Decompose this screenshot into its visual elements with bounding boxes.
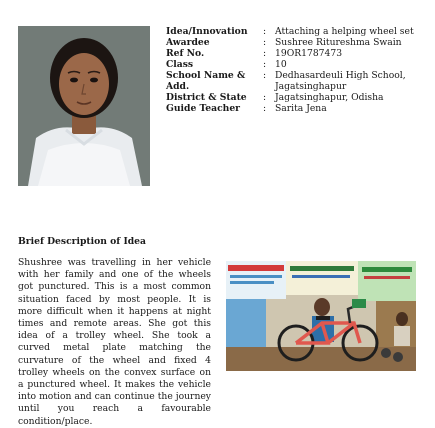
field-label: Ref No. <box>166 48 205 59</box>
field-value: Dedhasardeuli High School, Jagatsinghapur <box>275 70 406 92</box>
field-label: Guide Teacher <box>166 103 241 114</box>
field-colon: : <box>263 92 267 103</box>
field-value: Jagatsinghapur, Odisha <box>275 92 384 103</box>
field-label: District & State <box>166 92 247 103</box>
field-value: Attaching a helping wheel set <box>275 26 414 37</box>
field-colon: : <box>263 26 267 37</box>
field-colon: : <box>263 59 267 70</box>
field-value: Sushree Ritureshma Swain <box>275 37 402 48</box>
field-colon: : <box>263 103 267 114</box>
awardee-details <box>166 26 428 114</box>
description-text: Shushree was travelling in her vehicle with her family and one of the wheels got punctured. This is a most common situation faced by most people. It is more difficult when it happens at night times and remote areas. She got this idea of a trolley wheel. She took a curved metal plate matching the curvature of the wheel and fixed 4 trolley wheels on the convex surface on a punctured wheel. It makes the vehicle into motion and can continue the journey until you reach a favourable condition/place. <box>18 257 211 427</box>
field-label: School Name & Add. <box>166 70 246 92</box>
awardee-portrait <box>18 26 150 186</box>
field-colon: : <box>263 37 267 48</box>
field-colon: : <box>263 48 267 59</box>
field-label: Class <box>166 59 194 70</box>
field-school <box>166 70 428 92</box>
field-value: 10 <box>275 59 287 70</box>
field-district-state <box>166 92 428 103</box>
field-label: Idea/Innovation <box>166 26 248 37</box>
description-heading: Brief Description of Idea <box>18 236 146 247</box>
field-class <box>166 59 428 70</box>
field-ref-no <box>166 48 428 59</box>
field-idea <box>166 26 428 37</box>
field-colon: : <box>263 70 267 81</box>
field-guide-teacher <box>166 103 428 114</box>
field-label: Awardee <box>166 37 210 48</box>
field-value: 19OR1787473 <box>275 48 343 59</box>
field-value: Sarita Jena <box>275 103 327 114</box>
project-photo <box>226 261 416 371</box>
field-awardee <box>166 37 428 48</box>
